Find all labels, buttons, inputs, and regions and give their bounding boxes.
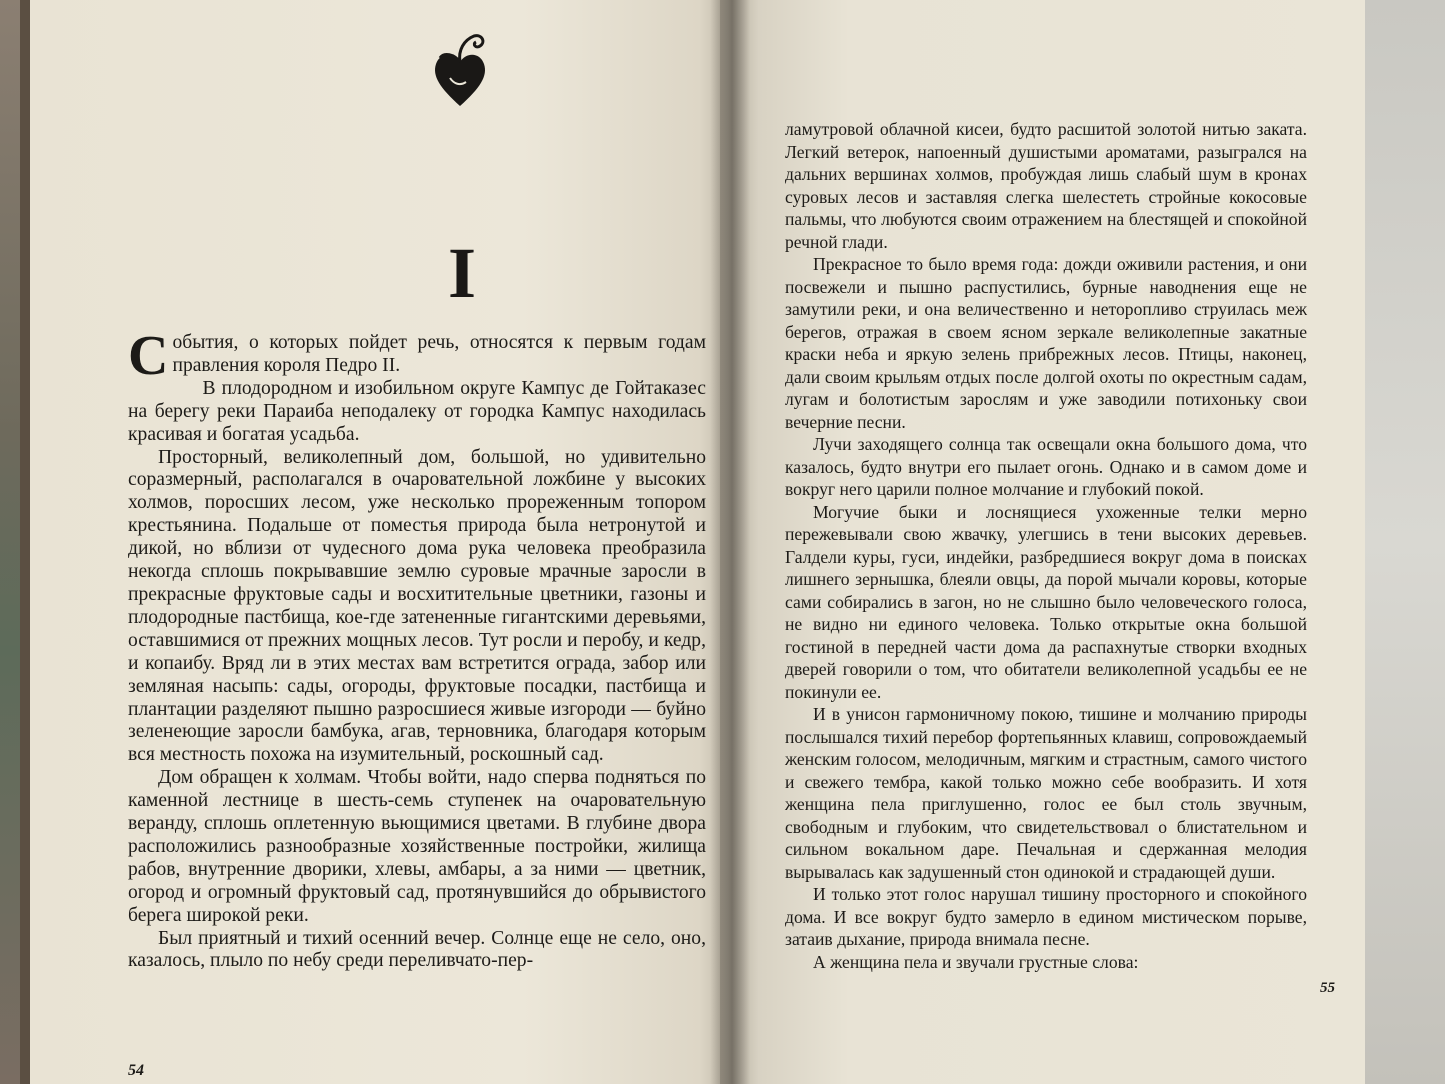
chapter-number: I [448,233,477,313]
paragraph: Лучи заходящего солнца так освещали окна большого дома, что казалось, будто внутри его пылает огонь. Однако и в самом доме и вокруг него царили полное молчание и глубокий покой. [785,434,1307,499]
drop-cap: С [128,325,169,387]
heart-ornament-icon [430,28,490,108]
page-number-left: 54 [128,1062,144,1079]
background-surface-right [1355,0,1445,1084]
paragraph: Дом обращен к холмам. Чтобы войти, надо сперва подняться по каменной лестнице в шесть-семь ступенек на очаровательную веранду, сплошь оплетенную вьющимися цветами. В глубине двора расположились разнообразные хозяйственные постройки, жилища рабов, внутренние дворики, хлевы, амбары, а за ними — цветник, огород и огромный фруктовый сад, протянувшийся до обрывистого берега широкой реки. [128,767,706,926]
paragraph: Был приятный и тихий осенний вечер. Солнце еще не село, оно, казалось, плыло по небу среди переливчато-пер- [128,927,706,972]
right-page-text [785,118,1335,996]
page-number-right: 55 [1320,980,1335,996]
paragraph: А женщина пела и звучали грустные слова: [813,951,1139,972]
right-page [720,0,1365,1084]
paragraph: И в унисон гармоничному покою, тишине и молчанию природы послышался тихий перебор фортепьянных клавиш, сопровождаемый женским голосом, мелодичным, мягким и страстным, самого чистого и свежего тембра, какой только можно себе вообразить. И хотя женщина пела приглушенно, голос ее был столь звучным, свободным и глубоким, что свидетельствовал о блистательном и сильном вокальном даре. Печальная и сдержанная мелодия вырывалась как задушенный стон одинокой и страдающей души. [785,704,1307,882]
paragraph: События, о которых пойдет речь, относятся к первым годам правления короля Педро II. [128,325,706,387]
paragraph: Могучие быки и лоснящиеся ухоженные телки мерно пережевывали свою жвачку, улегшись в тени высоких деревьев. Галдели куры, гуси, индейки, разбредшиеся вокруг дома в поисках лишнего зернышка, блеяли овцы, да порой мычали коровы, которые сами собирались в загон, но не слышно было человеческого голоса, не видно ни единого человека. Только открытые окна большой гостиной в передней части дома да распахнутые створки входных дверей говорили о том, что обитатели великолепной усадьбы ее не покинули ее. [785,501,1307,702]
paragraph: Прекрасное то было время года: дожди оживили растения, и они посвежели и пышно распустились, бурные наводнения еще не замутили реки, и она величественно и неторопливо струилась меж берегов, отражая в своем ясном зеркале великолепные закатные краски неба и яркую зелень прибрежных лесов. Птицы, наконец, дали своим крыльям отдых после долгой охоты по окрестным садам, лугам и болотистым зарослям и уже заводили потихоньку свои вечерние песни. [785,254,1307,432]
open-book [20,0,1365,1084]
paragraph: И только этот голос нарушал тишину просторного и спокойного дома. И все вокруг будто замерло в едином мистическом порыве, затаив дыхание, природа внимала песне. [785,884,1307,949]
paragraph: ламутровой облачной кисеи, будто расшитой золотой нитью заката. Легкий ветерок, напоенный душистыми ароматами, разыгрался на дальних вершинах холмов, пробуждая лишь слабый шум в кронах суровых лесов и заставляя слегка шелестеть стройные кокосовые пальмы, что любуются своим отражением на блестящей и спокойной речной глади. [785,119,1307,252]
paragraph: Просторный, великолепный дом, большой, но удивительно соразмерный, располагался в очаровательной ложбине у высоких холмов, поросших лесом, уже несколько прореженным топором крестьянина. Подальше от поместья природа была нетронутой и дикой, но вблизи от чудесного дома рука человека преобразила некогда сплошь покрывавшие землю суровые мрачные заросли в прекрасные фруктовые сады и восхитительные цветники, газоны и плодородные пастбища, кое-где затененные гигантскими деревьями, оставшимися от прежних мощных лесов. Тут росли и перобу, и кедр, и копаибу. Вряд ли в этих местах вам встретится ограда, забор или земляная насыпь: сады, огороды, фруктовые посадки, пастбища и плантации разделяют пышно разросшиеся живые изгороди — буйно зеленеющие заросли бамбука, агав, терновника, благодаря которым вся местность похожа на изумительный, роскошный сад. [128,446,706,766]
left-page-text [128,325,706,973]
left-page [20,0,735,1084]
book-gutter [710,0,750,1084]
paragraph: В плодородном и изобильном округе Кампус де Гойтаказес на берегу реки Параиба неподалеку от городка Кампус находилась красивая и богатая усадьба. [128,377,706,445]
